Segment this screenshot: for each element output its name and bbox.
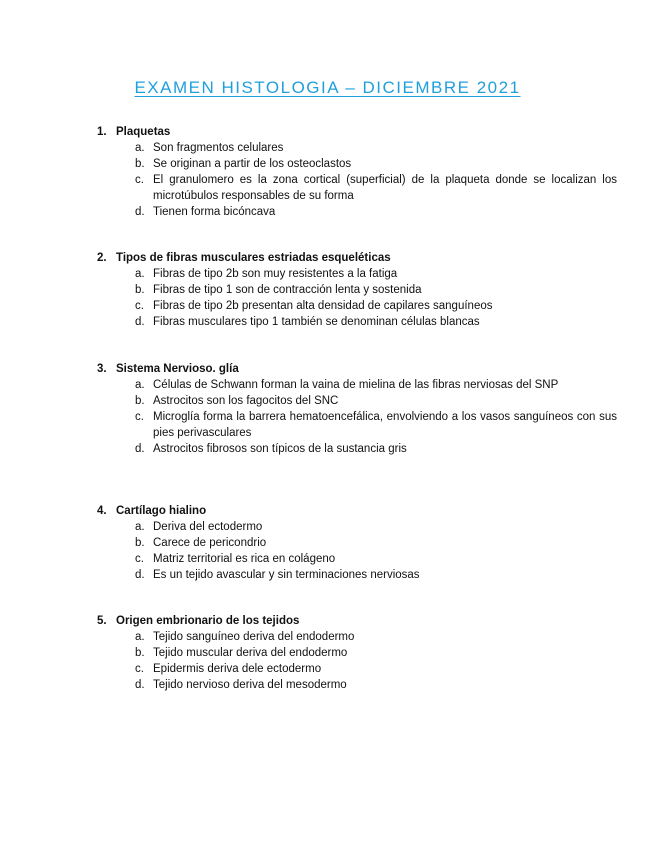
question-title: Plaquetas	[116, 126, 171, 138]
option-letter: d.	[135, 679, 145, 691]
question-title: Sistema Nervioso. glía	[116, 363, 239, 375]
option-item	[97, 441, 617, 457]
option-list	[97, 140, 617, 220]
option-text: Microglía forma la barrera hematoencefálica, envolviendo a los vasos sanguíneos con sus pies perivasculares	[153, 411, 617, 439]
option-letter: d.	[135, 443, 145, 455]
question-3	[97, 361, 617, 457]
question-title: Origen embrionario de los tejidos	[116, 615, 300, 627]
option-letter: c.	[135, 663, 144, 675]
option-letter: b.	[135, 537, 145, 549]
option-letter: a.	[135, 379, 145, 391]
question-number: 3.	[97, 363, 107, 375]
question-heading	[97, 503, 617, 519]
option-item	[97, 409, 617, 441]
option-item	[97, 677, 617, 693]
option-item	[97, 156, 617, 172]
option-text: Fibras de tipo 1 son de contracción lenta y sostenida	[153, 284, 422, 296]
question-heading	[97, 124, 617, 140]
option-letter: c.	[135, 300, 144, 312]
option-item	[97, 551, 617, 567]
question-5	[97, 613, 617, 693]
option-letter: c.	[135, 553, 144, 565]
option-list	[97, 629, 617, 693]
question-number: 1.	[97, 126, 107, 138]
question-title: Tipos de fibras musculares estriadas esqueléticas	[116, 252, 391, 264]
option-text: Carece de pericondrio	[153, 537, 267, 549]
option-text: Tejido muscular deriva del endodermo	[153, 647, 348, 659]
option-text: Matriz territorial es rica en colágeno	[153, 553, 336, 565]
question-number: 4.	[97, 505, 107, 517]
option-letter: d.	[135, 316, 145, 328]
option-item	[97, 266, 617, 282]
option-item	[97, 298, 617, 314]
option-list	[97, 519, 617, 583]
option-text: Se originan a partir de los osteoclastos	[153, 158, 352, 170]
option-item	[97, 661, 617, 677]
option-text: Epidermis deriva dele ectodermo	[153, 663, 322, 675]
exam-title: EXAMEN HISTOLOGIA – DICIEMBRE 2021	[134, 78, 521, 97]
option-item	[97, 172, 617, 204]
option-item	[97, 377, 617, 393]
option-text: Fibras de tipo 2b son muy resistentes a la fatiga	[153, 268, 398, 280]
option-text: Deriva del ectodermo	[153, 521, 263, 533]
option-list	[97, 377, 617, 457]
question-title: Cartílago hialino	[116, 505, 207, 517]
option-letter: a.	[135, 268, 145, 280]
option-text: Fibras de tipo 2b presentan alta densidad de capilares sanguíneos	[153, 300, 493, 312]
option-letter: a.	[135, 142, 145, 154]
option-item	[97, 567, 617, 583]
option-text: Tejido nervioso deriva del mesodermo	[153, 679, 347, 691]
option-item	[97, 204, 617, 220]
question-number: 5.	[97, 615, 107, 627]
option-text: Astrocitos son los fagocitos del SNC	[153, 395, 339, 407]
option-item	[97, 519, 617, 535]
option-letter: b.	[135, 158, 145, 170]
option-text: Tienen forma bicóncava	[153, 206, 276, 218]
option-letter: b.	[135, 284, 145, 296]
question-heading	[97, 250, 617, 266]
option-item	[97, 645, 617, 661]
option-letter: a.	[135, 631, 145, 643]
question-2	[97, 250, 617, 330]
option-item	[97, 282, 617, 298]
option-item	[97, 393, 617, 409]
option-text: Astrocitos fibrosos son típicos de la sustancia gris	[153, 443, 407, 455]
option-letter: c.	[135, 174, 144, 186]
option-item	[97, 629, 617, 645]
option-text: Son fragmentos celulares	[153, 142, 284, 154]
option-text: Es un tejido avascular y sin terminaciones nerviosas	[153, 569, 420, 581]
option-letter: b.	[135, 395, 145, 407]
option-item	[97, 140, 617, 156]
question-1	[97, 124, 617, 220]
option-item	[97, 535, 617, 551]
option-list	[97, 266, 617, 330]
option-letter: a.	[135, 521, 145, 533]
option-text: El granulomero es la zona cortical (superficial) de la plaqueta donde se localizan los microtúbulos responsables de su forma	[153, 174, 617, 202]
option-letter: b.	[135, 647, 145, 659]
option-text: Tejido sanguíneo deriva del endodermo	[153, 631, 355, 643]
option-item	[97, 314, 617, 330]
option-text: Fibras musculares tipo 1 también se denominan células blancas	[153, 316, 480, 328]
question-heading	[97, 613, 617, 629]
option-text: Células de Schwann forman la vaina de mielina de las fibras nerviosas del SNP	[153, 379, 559, 391]
option-letter: c.	[135, 411, 144, 423]
option-letter: d.	[135, 206, 145, 218]
question-4	[97, 503, 617, 583]
option-letter: d.	[135, 569, 145, 581]
question-heading	[97, 361, 617, 377]
question-number: 2.	[97, 252, 107, 264]
